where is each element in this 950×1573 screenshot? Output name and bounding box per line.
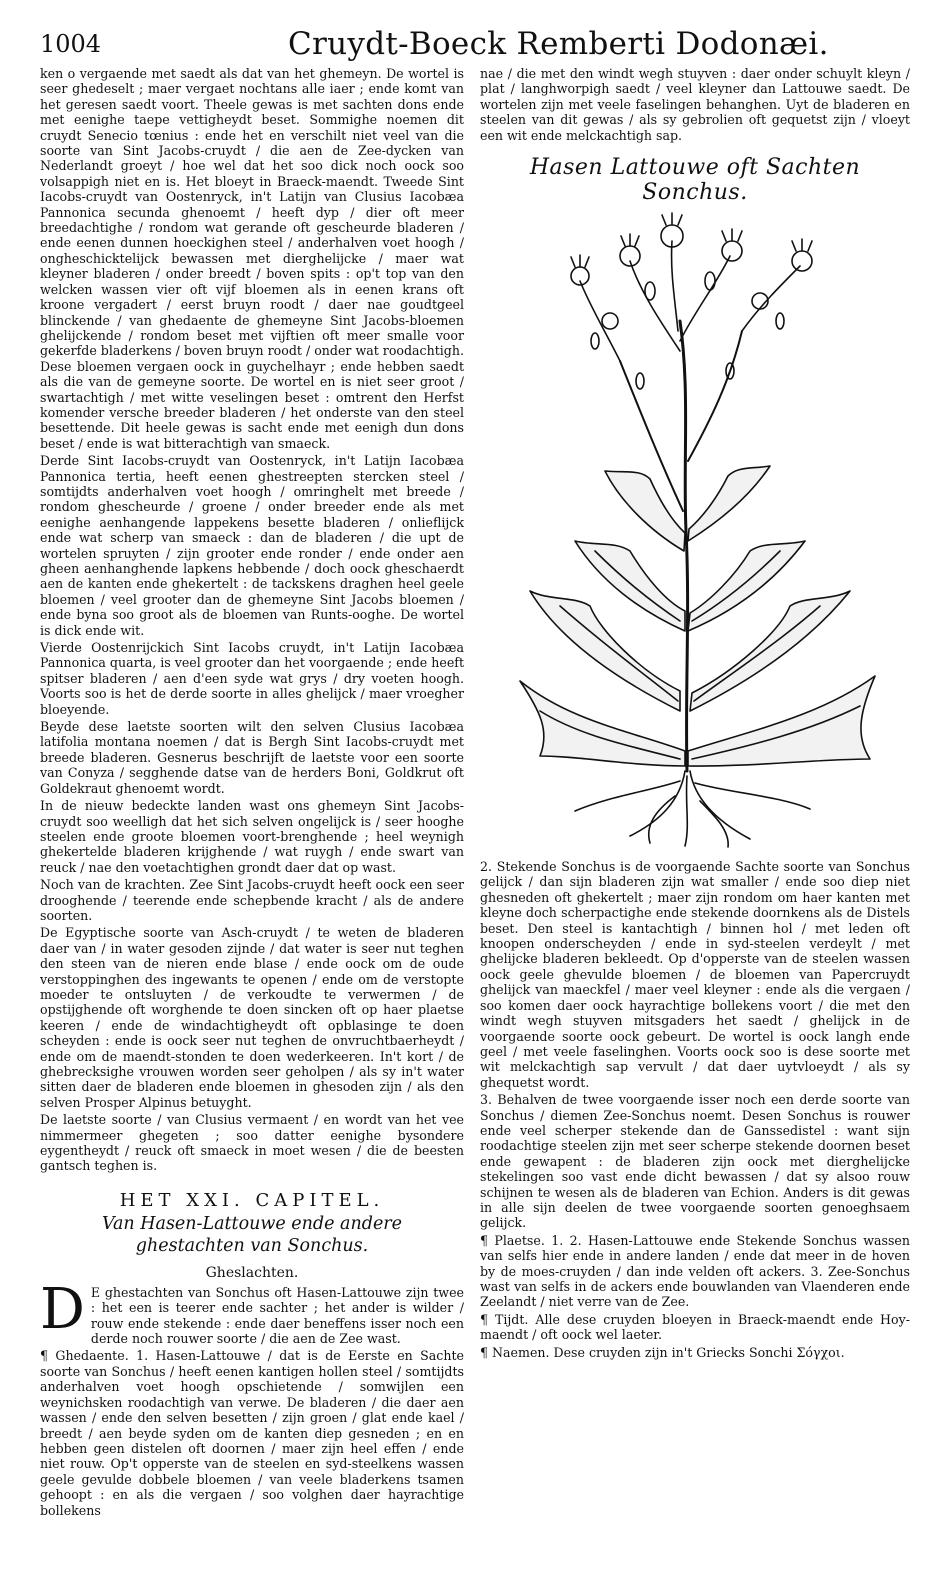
running-title: Cruydt-Boeck Remberti Dodonæi.	[288, 26, 829, 62]
paragraph-5: In de nieuw bedeckte landen wast ons ghemeyn Sint Jacobs-cruydt soo weelligh dat het sich selven ongelijck is / seer hooghe steelen ende groote bloemen voort-brenghende ; heel weynigh ghekertelde bladeren krijghende / wat ruygh / ende swart van reuck / nae den voetachtighen grondt daer dat op wast.	[40, 798, 464, 875]
paragraph-4: Beyde dese laetste soorten wilt den selven Clusius Iacobæa latifolia montana noemen / dat is Bergh Sint Iacobs-cruydt met breede bladeren. Gesnerus beschrijft de laetste voor een soorte van Conyza / segghende datse van de herders Boni, Goldkrut oft Goldekraut ghenoemt wordt.	[40, 719, 464, 796]
left-column	[40, 66, 464, 1566]
paragraph-7: De Egyptische soorte van Asch-cruydt / te weten de bladeren daer van / in water gesoden zijnde / dat water is seer nut teghen den steen van de nieren ende blase / ende oock om de oude verstoppinghen des ingewants te openen / ende om de verstopte moeder te ontsluyten / de verkoudte te verwermen / de opstijghende oft worghende te doen sincken oft op haer plaetse keeren / ende de windachtigheydt oft opblasinge te doen scheyden : ende is oock seer nut teghen de onvruchtbaerheydt / ende om de maendt-stonden te doen wederkeeren. In't kort / de ghebrecksighe vrouwen worden seer geholpen / als sy in't water sitten daer de bladeren ende bloemen in ghesoden zijn / als den selven Prosper Alpinus betuyght.	[40, 925, 464, 1110]
section-label: Gheslachten.	[205, 1264, 299, 1281]
top-paragraph: nae / die met den windt wegh stuyven : daer onder schuylt kleyn / plat / langhworpigh saedt / veel kleyner dan Lattouwe saedt. De wortelen zijn met veele faselingen behanghen. Uyt de bladeren en steelen van dit gewas / als sy gebrolien oft gequetst zijn / vloeyt een wit ende melckachtigh sap.	[480, 66, 910, 143]
chapter-heading: HET XXI. CAPITEL.	[119, 1189, 385, 1211]
chapter-title-line-1: Van Hasen-Lattouwe ende andere	[101, 1213, 403, 1234]
intro-block	[40, 1276, 464, 1347]
paragraph-1: ken o vergaende met saedt als dat van het ghemeyn. De wortel is seer ghedeselt ; maer vergaet nochtans alle iaer ; ende komt van het geresen saedt voort. Theele gewas is met sachten dons ende met eenighe taepe vettigheydt beset. Sommighe noemen dit cruydt Senecio tœnius : ende het en verschilt niet veel van die soorte van Sint Jacobs-cruydt / die aen de Zee-dycken van Nederlandt groeyt / hoe wel dat het soo dick noch oock soo volsappigh niet en is. Het bloeyt in Braeck-maendt. Tweede Sint Iacobs-cruydt van Oostenryck, in't Latijn van Clusius Iacobæa Pannonica secunda ghenoemt / heeft dyp / dier oft meer breedachtighe / rondom wat gerande oft gescheurde bladeren / ende eenen dunnen hoeckighen steel / anderhalven voet hoogh / ongheschicktelijck bewassen met dierghelijcke / maer wat kleyner bladeren / onder breedt / boven spits : op't top van den welcken wassen vier oft vijf bloemen als in eenen krans oft kroone vergadert / eerst bruyn roodt / daer nae goudtgeel blinckende / van ghedaente de ghemeyne Sint Jacobs-bloemen ghelijckende / rondom beset met vijftien oft meer smalle voor gekerfde bladerkens / boven bruyn roodt / onder wat roodachtigh. Dese bloemen vergaen oock in guychelhayr ; ende hebben saedt als die van de gemeyne soorte. De wortel en is niet seer groot / swartachtigh / met witte veselingen beset : omtrent den Herfst komender versche breeder bladeren / het onderste van den steel besettende. Dit heele gewas is sacht ende met eenigh dun dons beset / ende is wat bitterachtigh van smaeck.	[40, 66, 464, 451]
paragraph-2: Derde Sint Iacobs-cruydt van Oostenryck, in't Latijn Iacobæa Pannonica tertia, heeft eenen ghestreepten stercken steel / somtijdts anderhalven voet hoogh / omringhelt met breede / rondom ghescheurde / groene / onder breeder ende als met eenighe aenhangende lappekens besette bladeren / onlieflijck ende wat scherp van smaeck : dan de bladeren / die upt de wortelen spruyten / zijn grooter ende ronder / ende onder aen gheen aenhanghende lapkens hebbende / doch oock gheschaerdt aen de kanten ende ghekertelt : de tackskens draghen heel geele bloemen / veel grooter dan de ghemeyne Sint Jacobs bloemen / ende byna soo groot als de bloemen van Runts-ooghe. De wortel is dick ende wit.	[40, 453, 464, 638]
page-number: 1004	[40, 30, 102, 58]
ghedaente-paragraph: ¶ Ghedaente. 1. Hasen-Lattouwe / dat is de Eerste en Sachte soorte van Sonchus / heeft eenen kantigen hollen steel / somtijdts anderhalven voet hoogh opschietende / somwijlen een weynichsken roodachtigh van verwe. De bladeren / die daer aen wassen / ende den selven besetten / zijn groen / glat ende kael / breedt / aen beyde syden om de kanten diep gesneden ; en en hebben geen distelen oft doornen / maer zijn heel effen / ende niet rouw. Op't opperste van de steelen en syd-steelkens wassen geele gevulde dobbele bloemen / van veele bladerkens tsamen gehoopt : en als die vergaen / soo volghen daer hayrachtige bollekens	[40, 1348, 464, 1518]
right-column	[480, 66, 910, 1566]
drop-cap: D	[40, 1276, 85, 1342]
paragraph-3: Vierde Oostenrijckich Sint Iacobs cruydt, in't Latijn Iacobæa Pannonica quarta, is veel grooter dan het voorgaende ; ende heeft spitser bladeren / aen d'een syde wat grys / dry voeten hoogh. Voorts soo is het de derde soorte in alles ghelijck / maer vroegher bloeyende.	[40, 640, 464, 717]
right-paragraph-4: ¶ Tijdt. Alle dese cruyden bloeyen in Braeck-maendt ende Hoy-maendt / oft oock wel laeter.	[480, 1311, 910, 1343]
paragraph-6: Noch van de krachten. Zee Sint Jacobs-cruydt heeft oock een seer drooghende / teerende ende schepbende kracht / als de andere soorten.	[40, 877, 464, 923]
intro-paragraph: E ghestachten van Sonchus oft Hasen-Lattouwe zijn twee : het een is teerer ende sachter ; het ander is wilder / rouw ende stekende : ende daer beneffens isser noch een derde noch rouwer soorte / die aen de Zee wast.	[90, 1284, 464, 1347]
plant-woodcut-illustration	[480, 211, 910, 851]
sonchus-plant-drawing	[480, 211, 910, 851]
right-body-text	[480, 859, 910, 1360]
right-paragraph-2: 3. Behalven de twee voorgaende isser noch een derde soorte van Sonchus / diemen Zee-Sonchus noemt. Desen Sonchus is rouwer ende veel scherper stekende dan de Ganssedistel : want sijn roodachtige steelen zijn met seer scherpe stekende doornen beset ende gewapent : de bladeren zijn oock met dierghelijcke stekelingen soo vast ende dicht bewassen / dat sy alsoo rouw schijnen te wesen als de bladeren van Echion. Anders is dit gewas in alle sijn deelen de twee voorgaende soorten genoeghsaem gelijck.	[480, 1092, 910, 1231]
figure-title: Hasen Lattouwe oft Sachten Sonchus.	[529, 155, 861, 206]
page-header	[0, 0, 950, 70]
right-paragraph-1: 2. Stekende Sonchus is de voorgaende Sachte soorte van Sonchus gelijck / dan sijn bladeren zijn wat smaller / ende soo diep niet ghesneden oft ghekertelt ; maer zijn rondom om haer kanten met kleyne doch scherpactighe ende stekende doornkens als de Distels beset. Den steel is kantachtigh / binnen hol / met leden oft knoopen onderscheyden / ende in syd-steelen verdeylt / met ghelijcke bladeren bekleedt. Op d'opperste van de steelen wassen oock geele ghevulde bloemen / de bloemen van Papercruydt ghelijck van maeckfel / maer veel kleyner : ende als die vergaen / soo komen daer oock hayrachtige bollekens voort / die met den windt wegh stuyven mitsgaders het saedt / ghelijck in de voorgaende soorte oock gebeurt. De wortel is oock langh ende geel / met veele faselinghen. Voorts oock soo is dese soorte met wit melckachtigh sap vervult / dat daer uytvloeydt / als sy ghequetst wordt.	[480, 859, 910, 1090]
chapter-title-line-2: ghestachten van Sonchus.	[135, 1235, 369, 1256]
right-paragraph-3: ¶ Plaetse. 1. 2. Hasen-Lattouwe ende Stekende Sonchus wassen van selfs hier ende in andere landen / ende dat meer in de hoven by de moes-cruyden / dan inde velden oft ackers. 3. Zee-Sonchus wast van selfs in de ackers ende bouwlanden van Vlaenderen ende Zeelandt / niet verre van de Zee.	[480, 1232, 910, 1310]
chapter-header	[40, 1190, 464, 1257]
paragraph-8: De laetste soorte / van Clusius vermaent / en wordt van het vee nimmermeer ghegeten ; soo datter eenighe bysondere eygentheydt / reuck oft smaeck in moet wesen / die de beesten gantsch teghen is.	[40, 1112, 464, 1174]
right-paragraph-5: ¶ Naemen. Dese cruyden zijn in't Griecks Sonchi Σόγχοι.	[480, 1344, 845, 1360]
